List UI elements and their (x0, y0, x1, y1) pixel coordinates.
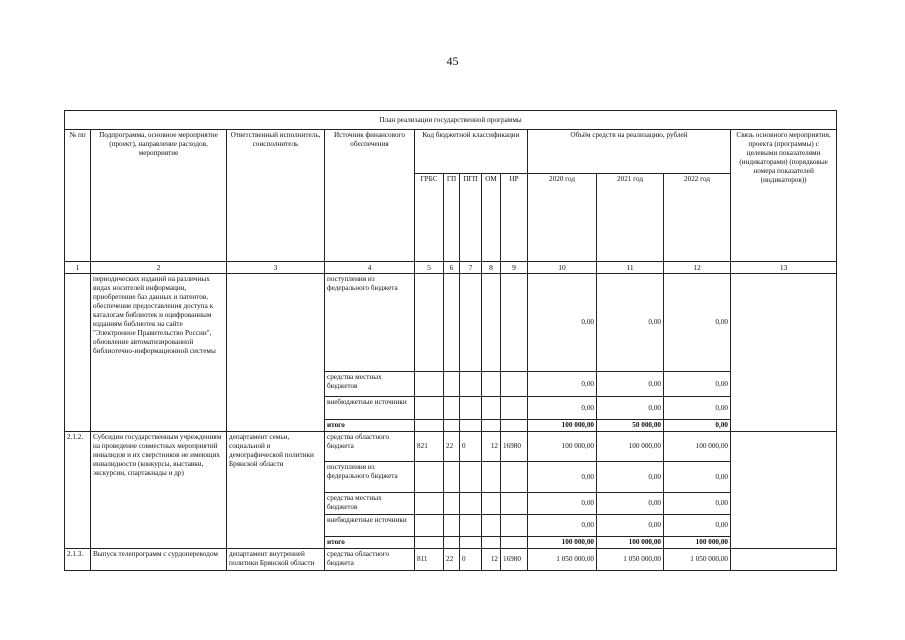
finance-source: внебюджетные источники (325, 397, 415, 420)
finance-source: средства областного бюджета (325, 432, 415, 462)
amount-2022: 0,00 (664, 462, 731, 493)
code-om: 12 (482, 549, 501, 571)
amount-2021: 0,00 (597, 493, 664, 515)
amount-2020: 1 050 000,00 (528, 549, 597, 571)
column-number: 6 (444, 262, 460, 274)
page-number: 45 (446, 54, 459, 68)
column-number: 11 (597, 262, 664, 274)
indicator-link (731, 274, 837, 432)
table-title: План реализации государственной программы (65, 111, 837, 130)
finance-source: средства местных бюджетов (325, 372, 415, 397)
amount-2022: 0,00 (664, 274, 731, 372)
finance-source: средства местных бюджетов (325, 493, 415, 515)
header-executor: Ответственный исполнитель, соисполнитель (227, 130, 325, 262)
total-2021: 100 000,00 (597, 537, 664, 549)
executor: департамент семьи, социальной и демографической политики Брянской области (227, 432, 325, 549)
header-np: НР (501, 174, 528, 262)
code-gp: 22 (444, 549, 460, 571)
indicator-link (731, 432, 837, 549)
amount-2022: 100 000,00 (664, 432, 731, 462)
amount-2020: 0,00 (528, 462, 597, 493)
amount-2021: 1 050 000,00 (597, 549, 664, 571)
amount-2021: 0,00 (597, 397, 664, 420)
executor (227, 274, 325, 432)
amount-2020: 0,00 (528, 274, 597, 372)
header-pgp: ПГП (460, 174, 482, 262)
header-om: ОМ (482, 174, 501, 262)
column-number: 10 (528, 262, 597, 274)
amount-2022: 0,00 (664, 397, 731, 420)
measure-description: периодических изданий на различных видах носителей информации, приобретение баз данных и патентов, обеспечение предоставления доступа к каталогам библиотек и оцифрованным изданиям библиотек на сайте "Электронное Правительство России", обновление автоматизированной библиотечно-информационной системы (91, 274, 227, 432)
row-number: 2.1.2. (65, 432, 91, 549)
finance-source: средства областного бюджета (325, 549, 415, 571)
header-subprogram: Подпрограмма, основное мероприятие (проект), направление расходов, мероприятие (91, 130, 227, 262)
amount-2020: 0,00 (528, 372, 597, 397)
header-2022: 2022 год (664, 174, 731, 262)
amount-2020: 0,00 (528, 493, 597, 515)
finance-source: внебюджетные источники (325, 515, 415, 537)
column-number: 5 (415, 262, 444, 274)
total-2020: 100 000,00 (528, 420, 597, 432)
amount-2022: 0,00 (664, 493, 731, 515)
total-label: итого (325, 420, 415, 432)
row-number (65, 274, 91, 432)
amount-2020: 0,00 (528, 397, 597, 420)
header-grbs: ГРБС (415, 174, 444, 262)
column-number: 7 (460, 262, 482, 274)
amount-2020: 100 000,00 (528, 432, 597, 462)
amount-2021: 100 000,00 (597, 432, 664, 462)
column-number: 3 (227, 262, 325, 274)
column-number: 2 (91, 262, 227, 274)
column-number: 8 (482, 262, 501, 274)
header-link: Связь основного мероприятия, проекта (программы) с целевыми показателями (индикаторами) (порядковые номера показателей (индикаторов)) (731, 130, 837, 262)
code-pgp: 0 (460, 432, 482, 462)
row-number: 2.1.3. (65, 549, 91, 571)
amount-2022: 1 050 000,00 (664, 549, 731, 571)
indicator-link (731, 549, 837, 571)
header-source: Источник финансового обеспечения (325, 130, 415, 262)
finance-source: поступления из федерального бюджета (325, 274, 415, 372)
header-volume: Объём средств на реализацию, рублей (528, 130, 731, 174)
executor: департамент внутренней политики Брянской области (227, 549, 325, 571)
column-number: 9 (501, 262, 528, 274)
header-2021: 2021 год (597, 174, 664, 262)
code-grbs: 821 (415, 432, 444, 462)
amount-2021: 0,00 (597, 372, 664, 397)
total-2020: 100 000,00 (528, 537, 597, 549)
column-number: 4 (325, 262, 415, 274)
header-budget-code: Код бюджетной классификации (415, 130, 528, 174)
measure-description: Субсидии государственным учреждениям на проведение совместных мероприятий инвалидов и их сверстников не имеющих инвалидности (конкурсы, выставки, экскурсии, спартакиады и др) (91, 432, 227, 549)
finance-source: поступления из федерального бюджета (325, 462, 415, 493)
column-number: 12 (664, 262, 731, 274)
header-2020: 2020 год (528, 174, 597, 262)
amount-2021: 0,00 (597, 515, 664, 537)
code-gp: 22 (444, 432, 460, 462)
code-np: 16980 (501, 432, 528, 462)
amount-2021: 0,00 (597, 274, 664, 372)
total-label: итого (325, 537, 415, 549)
amount-2020: 0,00 (528, 515, 597, 537)
total-2022: 100 000,00 (664, 537, 731, 549)
amount-2021: 0,00 (597, 462, 664, 493)
code-pgp: 0 (460, 549, 482, 571)
header-num: № пп (65, 130, 91, 262)
code-om: 12 (482, 432, 501, 462)
total-2021: 50 000,00 (597, 420, 664, 432)
code-np: 16980 (501, 549, 528, 571)
program-plan-table (64, 110, 837, 571)
column-number: 13 (731, 262, 837, 274)
header-gp: ГП (444, 174, 460, 262)
measure-description: Выпуск телепрограмм с сурдопереводом (91, 549, 227, 571)
amount-2022: 0,00 (664, 372, 731, 397)
total-2022: 0,00 (664, 420, 731, 432)
code-grbs: 811 (415, 549, 444, 571)
column-number: 1 (65, 262, 91, 274)
amount-2022: 0,00 (664, 515, 731, 537)
